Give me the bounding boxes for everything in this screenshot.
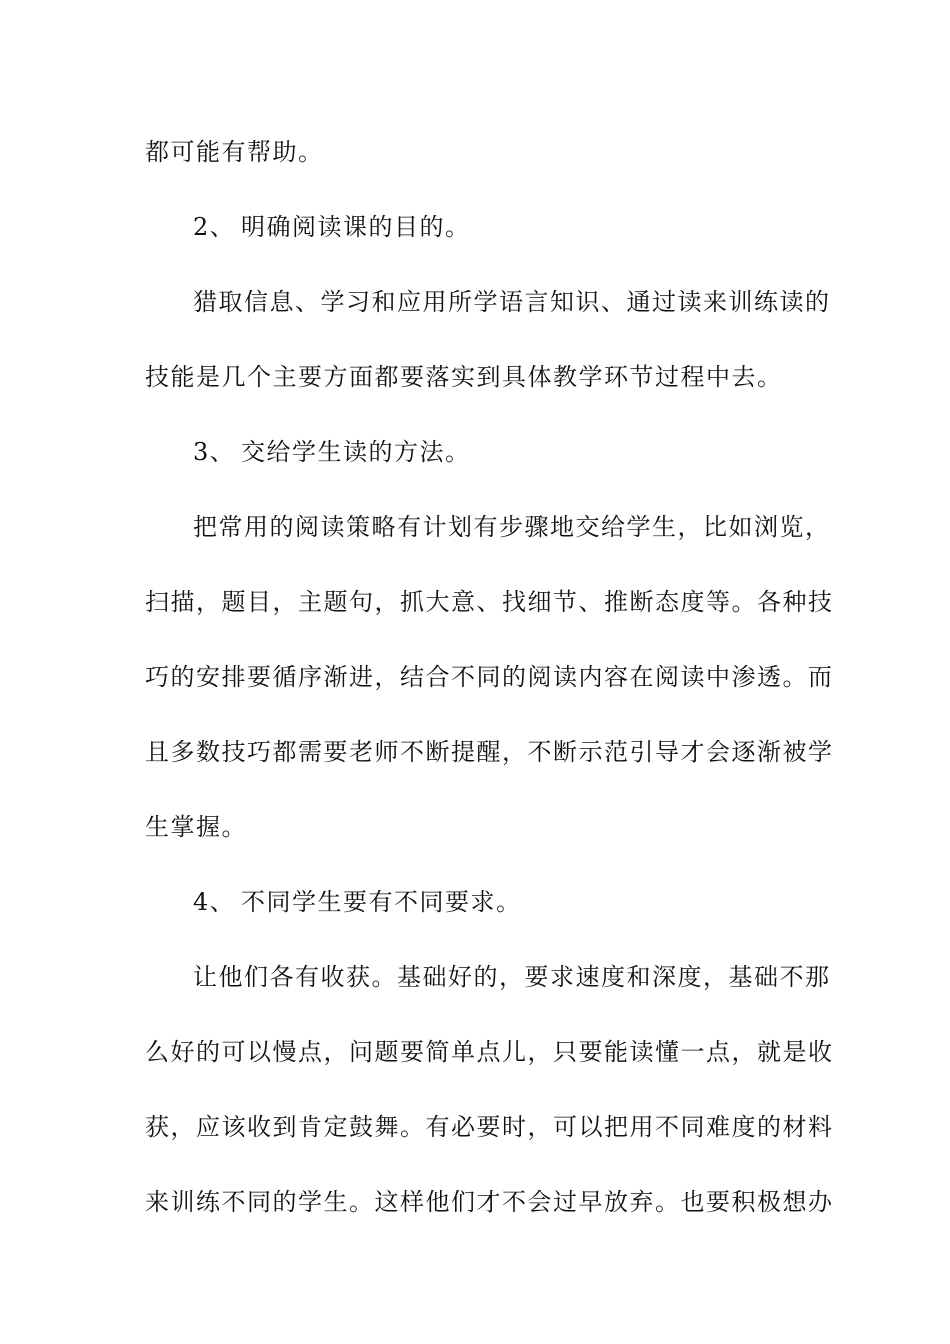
heading-number: 2、	[193, 213, 236, 241]
heading-number: 4、	[193, 888, 236, 916]
paragraph-line: 来训练不同的学生。这样他们才不会过早放弃。也要积极想办	[145, 1188, 834, 1216]
paragraph-line: 扫描，题目，主题句，抓大意、找细节、推断态度等。各种技	[145, 588, 834, 616]
section-heading-3	[193, 435, 810, 469]
paragraph-line: 技能是几个主要方面都要落实到具体教学环节过程中去。	[145, 363, 783, 391]
paragraph-line: 把常用的阅读策略有计划有步骤地交给学生，比如浏览，	[193, 513, 831, 541]
section-heading-2	[193, 210, 810, 244]
paragraph-line: 让他们各有收获。基础好的，要求速度和深度，基础不那	[193, 963, 831, 991]
paragraph-line: 都可能有帮助。	[145, 138, 324, 166]
paragraph-line: 且多数技巧都需要老师不断提醒，不断示范引导才会逐渐被学	[145, 738, 834, 766]
section-heading-4	[193, 885, 810, 919]
paragraph-line: 巧的安排要循序渐进，结合不同的阅读内容在阅读中渗透。而	[145, 663, 834, 691]
paragraph-line: 生掌握。	[145, 813, 247, 841]
paragraph-line: 猎取信息、学习和应用所学语言知识、通过读来训练读的	[193, 288, 831, 316]
paragraph-line: 么好的可以慢点，问题要简单点儿，只要能读懂一点，就是收	[145, 1038, 834, 1066]
paragraph-line: 获，应该收到肯定鼓舞。有必要时，可以把用不同难度的材料	[145, 1113, 834, 1141]
heading-text: 不同学生要有不同要求。	[241, 888, 522, 916]
heading-text: 明确阅读课的目的。	[241, 213, 471, 241]
heading-text: 交给学生读的方法。	[241, 438, 471, 466]
heading-number: 3、	[193, 438, 236, 466]
